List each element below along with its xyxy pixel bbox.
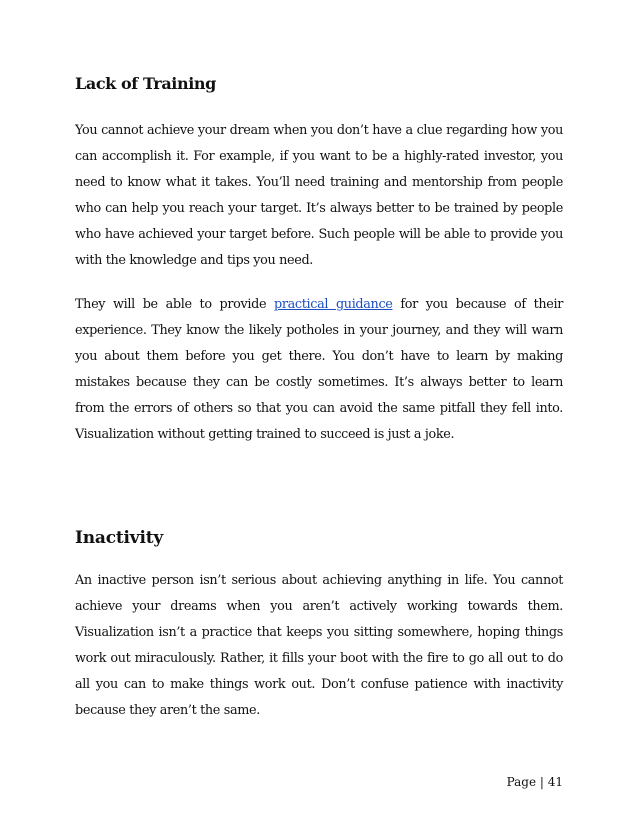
paragraph-text-after-link: for you because of their experience. They know the likely potholes in your journey, and they will warn you about them before you get there. You don’t have to learn by making mistakes because they can be costly sometimes. It’s always better to learn from the errors of others so that you can avoid the same pitfall they fell into. Visualization without getting trained to succeed is just a joke. [75, 297, 564, 442]
paragraph-inactivity: An inactive person isn’t serious about achieving anything in life. You cannot achieve your dreams when you aren’t actively working towards them. Visualization isn’t a practice that keeps you sitting somewhere, hoping things work out miraculously. Rather, it fills your boot with the fire to go all out to do all you can to make things work out. Don’t confuse patience with inactivity because they aren’t the same. [75, 573, 563, 718]
paragraph-training-guidance [75, 292, 563, 448]
paragraph-text-before-link: They will be able to provide [75, 297, 275, 312]
section-heading-inactivity: Inactivity [75, 528, 164, 548]
practical-guidance-link[interactable]: practical guidance [274, 297, 393, 312]
section-heading-lack-of-training: Lack of Training [75, 74, 216, 93]
page-number: Page | 41 [506, 775, 563, 789]
paragraph-training-intro: You cannot achieve your dream when you don’t have a clue regarding how you can accomplish it. For example, if you want to be a highly-rated investor, you need to know what it takes. You’ll need training and mentorship from people who can help you reach your target. It’s always better to be trained by people who have achieved your target before. Such people will be able to provide you with the knowledge and tips you need. [75, 123, 563, 268]
